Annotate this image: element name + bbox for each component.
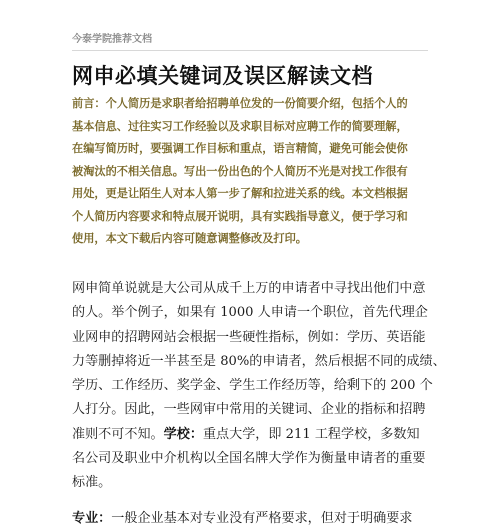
body-line-with-school xyxy=(72,423,442,447)
document-title: 网申必填关键词及误区解读文档 xyxy=(72,64,373,88)
preface-line: 在编写简历时，要强调工作目标和重点，语言精简，避免可能会使你 xyxy=(72,142,408,155)
body-line: 学历、工作经历、奖学金、学生工作经历等，给剩下的 200 个 xyxy=(72,378,433,394)
header-site-label: 今泰学院推荐文档 xyxy=(72,34,152,45)
school-text: 重点大学，即 211 工程学校，多数知 xyxy=(202,426,420,442)
body-paragraph xyxy=(72,277,446,496)
body-line: 业网申的招聘网站会根据一些硬性指标，例如：学历、英语能 xyxy=(72,329,426,345)
body-line: 力等删掉将近一半甚至是 80%的申请者，然后根据不同的成绩、 xyxy=(72,353,446,369)
body-line: 标准。 xyxy=(72,475,112,491)
preface-line: 基本信息、过往实习工作经验以及求职目标对应聘工作的简要理解， xyxy=(72,119,408,133)
body-line: 的人。举个例子，如果有 1000 人申请一个职位，首先代理企 xyxy=(72,305,428,321)
preface-line: 用处，更是让陌生人对本人第一步了解和拉进关系的线。本文档根据 xyxy=(72,187,408,200)
major-label: 专业： xyxy=(72,511,112,526)
header-divider xyxy=(72,50,428,51)
preface-line: 被淘汰的不相关信息。写出一份出色的个人简历不光是对找工作很有 xyxy=(72,164,408,178)
body-line: 网申简单说就是大公司从成千上万的申请者中寻找出他们中意 xyxy=(72,281,426,296)
preface-paragraph xyxy=(72,93,432,251)
body-line: 人打分。因此，一些网审中常用的关键词、企业的指标和招聘 xyxy=(72,402,426,418)
body-line: 准则不可不知。 xyxy=(72,426,164,442)
body-line: 名公司及职业中介机构以全国名牌大学作为衡量申请者的重要 xyxy=(72,451,426,467)
preface-line: 前言：个人简历是求职者给招聘单位发的一份简要介绍，包括个人的 xyxy=(72,97,408,110)
preface-line: 使用，本文下载后内容可随意调整修改及打印。 xyxy=(72,232,307,245)
major-line xyxy=(72,507,412,526)
major-text: 一般企业基本对专业没有严格要求，但对于明确要求 xyxy=(111,511,413,526)
school-label: 学校： xyxy=(163,426,203,442)
preface-line: 个人简历内容要求和特点展开说明，具有实践指导意义，便于学习和 xyxy=(72,209,408,223)
